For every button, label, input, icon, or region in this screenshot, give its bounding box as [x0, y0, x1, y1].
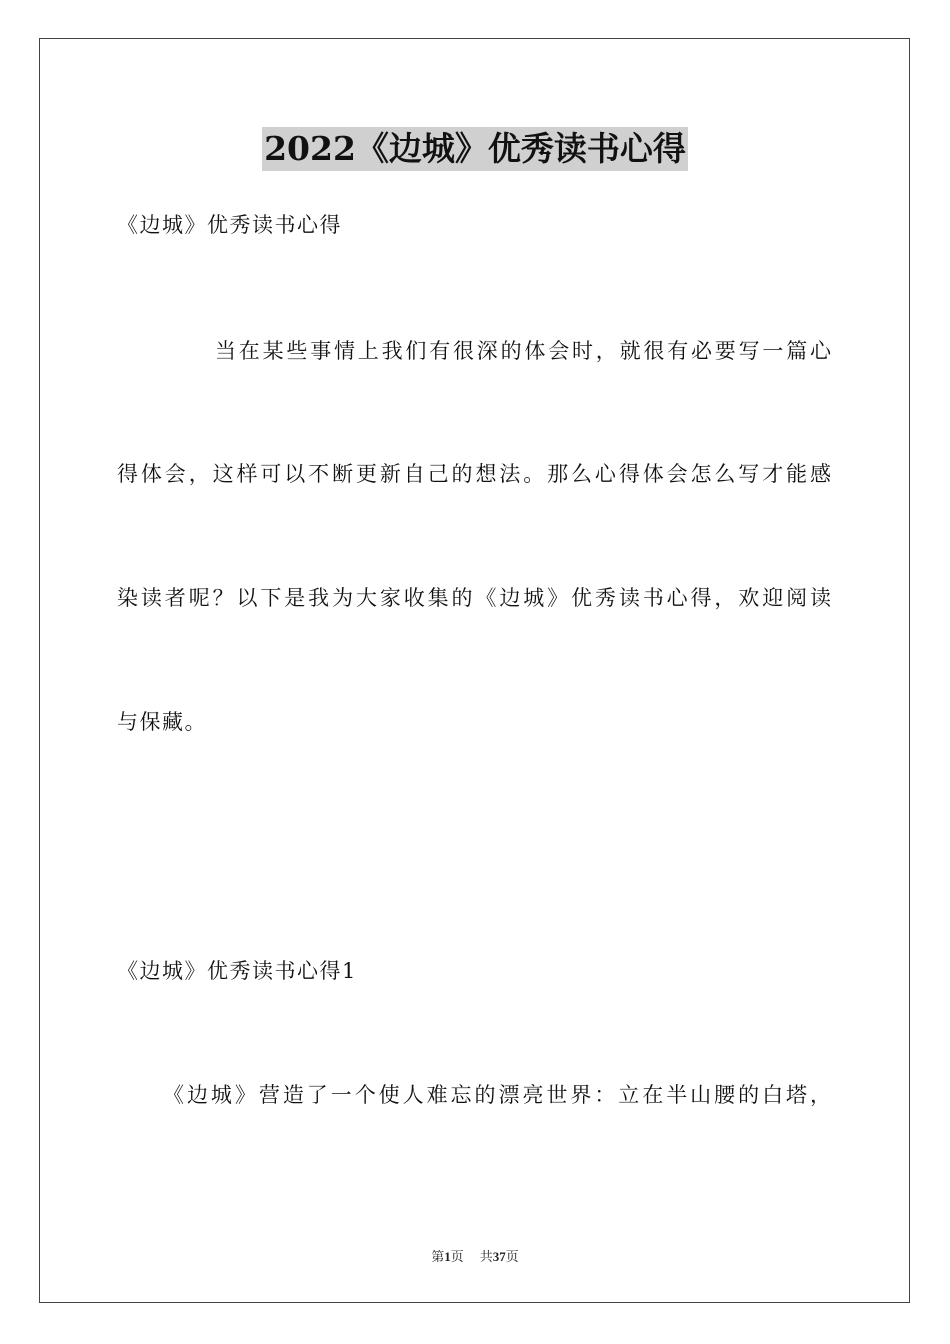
- page-footer: [0, 1248, 950, 1266]
- section-paragraph-line-1: 《边城》营造了一个使人难忘的漂亮世界：立在半山腰的白塔，: [163, 1083, 831, 1107]
- footer-total-pages: 37: [492, 1249, 506, 1264]
- footer-page-suffix: 页: [450, 1249, 464, 1264]
- intro-line-1: 当在某些事情上我们有很深的体会时，就很有必要写一篇心: [215, 339, 831, 363]
- section-heading: 《边城》优秀读书心得1: [117, 959, 357, 983]
- intro-line-2: 得体会，这样可以不断更新自己的想法。那么心得体会怎么写才能感: [117, 462, 831, 486]
- title-container: [0, 127, 950, 171]
- document-title: 2022《边城》优秀读书心得: [262, 127, 688, 171]
- footer-total-suffix: 页: [505, 1249, 519, 1264]
- footer-page-number: 1: [444, 1249, 451, 1264]
- intro-line-4: 与保藏。: [117, 710, 207, 734]
- document-subtitle: 《边城》优秀读书心得: [117, 213, 342, 237]
- intro-line-3: 染读者呢？以下是我为大家收集的《边城》优秀读书心得，欢迎阅读: [117, 586, 831, 610]
- footer-page-prefix: 第: [431, 1249, 445, 1264]
- footer-total-prefix: 共: [479, 1249, 493, 1264]
